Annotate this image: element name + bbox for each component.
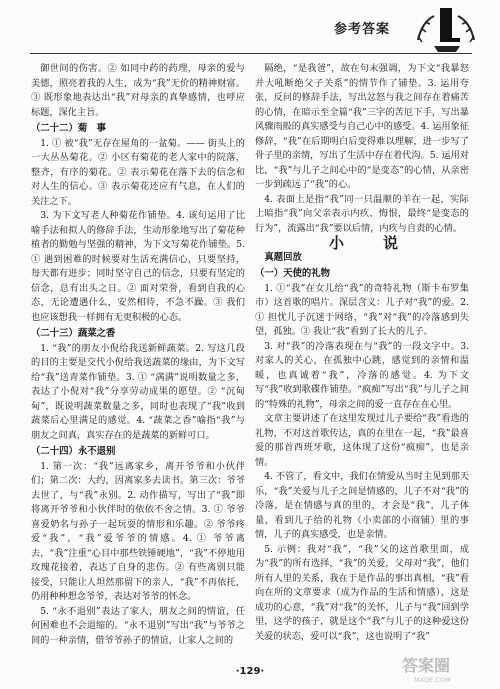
watermark-text: 答案圈: [402, 656, 451, 675]
page-number: ·129·: [235, 666, 265, 677]
page-header: [0, 0, 500, 56]
answer-paragraph: 3. 为下文写老人种菊花作铺垫。4. 该句运用了比喻手法和拟人的修辞手法，生动形象地写出了菊花种植者的勤勉与坚强的精神，为下文写菊花作铺垫。5. ① 遇到困难的时候要对生活充满信心，只要坚持，每天都有进步；同时坚守自己的信念，只要有坚定的信念，总有出头之日。② 面对荣誉，看到自我的心态，无论遭遇什么，安然相待，不急不躁。③ 我们也应该想我一样拥有无更积极的心态。: [31, 210, 245, 323]
section-heading: （二十三）蔬菜之香: [31, 328, 116, 339]
watermark-url: MXQE.COM: [414, 676, 451, 684]
answer-paragraph: 4. 不管了，看文中，我们在情爱从当时主见到那天乐，“我”关爱与儿子之间是情感的，儿子不对“我”的冷落，是在情感与真的里的，才会是“我”，儿子体量，看到儿子给的礼物（小卖部的小商铺）里的事情，儿子的真实感受，也是亲情。: [255, 471, 469, 540]
section-heading: （二十二）菊 事: [31, 123, 107, 134]
answer-paragraph: 1. “我”的朋友小倪给我送新鲜蔬菜。2. 写这几段的目的主要是交代小倪给我送蔬菜的缘由，为下文写给“我”送青菜作铺垫。3. ① “满满”说明数量之多，表达了小倪对“我”分享劳动成果的愿望。② “沉甸甸”，既说明蔬菜数量之多，同时也表现了“我”收到蔬菜后心里满足的感觉。4. “蔬菜之香”喻指“我”与朋友之间真，真实存在的是蔬菜的新鲜可口。: [31, 342, 245, 441]
header-rule: [30, 53, 472, 54]
trophy-logo-icon: [412, 2, 480, 54]
answer-paragraph: 1. ① 被“我”无存在屋角的一盆菊。—— 街头上的一大丛丛菊花。② 小区有菊花的老人家中的院落，整齐，有序的菊花。② 表示菊花在落下去的信念和对人生的信心。③ 表示菊花还应有气息，在人们的关注之下。: [31, 137, 245, 207]
chapter-title: 小 说: [328, 234, 410, 252]
watermark-logo: [384, 651, 494, 685]
answer-paragraph: 御世间的伤害。② 如同中药的药理，母亲的爱与美德，照亮着我的人生，成为“我”无价的精神财富。③ 既形象地表达出“我”对母亲的真挚感情，也呼应标题，深化主旨。: [31, 63, 245, 118]
right-column: [255, 62, 469, 644]
left-column: [31, 62, 245, 648]
answer-paragraph: 4. 表面上是指“我”同一只温顺的羊在一起，实际上暗指“我”向父亲表示内疚、悔恨，最终“是变态的行为”，流露出“我”要以后情，内疚与自责的心情。: [255, 193, 469, 234]
header-title: 参考答案: [334, 22, 391, 37]
answer-paragraph: 1. ①“我”在女儿给“我”的奇特礼物（斯卡布罗集市）这首歌的唱片。深层含义：儿子对“我”的爱。2. ① 担忧儿子沉迷于网络，“我”对“我”的冷落感到失望，孤独。③ 我让“我”看到了长大的儿子。: [255, 282, 469, 337]
answer-paragraph: 3. 对“我”的冷落表现在与“我”的一段文字中。3. 对家人的关心，在孤独中心跳，感觉到的亲情和温暖，也真诚着“我”，冷落的感觉。4. 为下文写“我”收到歌碟作铺垫。“疯痴”写出“我”与儿子之间的“特殊的礼物”，母亲之间的爱一直存在在心里。: [255, 340, 469, 410]
answer-paragraph: 隔绝，“是我爸”，故在句末强调，为下文“我暴怒并大吼断绝父子关系”的情节作了铺垫。3. 运用夸张，反问的修辞手法，写出忿怒与我之间存在着痛苦的心情，在暗示至全篇“我”三字的苦厄下手，写出暴风骤雨般的真实感受与自己心中的感受。4. 运用象征修辞，“我”在后期明白后变得难以理解，进一步写了骨子里的亲情，写出了生活中存在着代沟。5. 运用对比，“我”与儿子之间心中的“是变态”的心情，从亲密一步到疏远了“我”的心。: [255, 63, 469, 190]
answer-paragraph: 5. 示例：我对“我”，“我”父的这首歌里面，成为“我”的所有选择，“我”的关爱，父母对“我”，他们所有人里的关系，我在于是作品的事出真相，“我”看向在所的文章要求（成为作品的生活和情感），这是成功的心意，“我”对“我”的关怀，儿子与“我”回到学里，这学的孩子，就是这个“我”与儿子的这种爱这份关爱的状态，爱可以“我”，这也说明了“我”: [255, 543, 469, 642]
section-heading: （二十四）永不退别: [31, 446, 116, 457]
subsection-heading: 真题回放: [264, 251, 302, 263]
section-heading: （一）天使的礼物: [255, 268, 331, 279]
answer-paragraph: 5. “永不退别”表达了家人，朋友之间的情谊，任何困难也不会退缩的。“永不退别”写出“我”与爷爷之间的一种亲情，借爷爷孙子的情谊，让家人之间的: [31, 605, 245, 646]
answer-paragraph: 1. 第一次：“我”远离家乡，离开爷爷和小伙伴们；第二次：大约，因离家多去读书。第三次：爷爷去世了，与“我”永别。2. 动作描写，写出了“我”即将离开爷爷和小伙伴时的依依不舍之情。3. ① 爷爷喜爱奶名与孙子一起玩耍的情形和乐趣。② 爷爷疼爱“我”，“我”爱爷爷的情感。4. ① 爷爷离去，“我”注重“心目中那些铁锤硬地”，“我”不停地用玫瑰花接着，表达了自身的悲伤。② 有些离别只能接受，只能让人坦然那留下的亲人，“我”不再依托，仍用种种想念爷爷，表达对爷爷的怀念。: [31, 460, 245, 602]
answer-paragraph: 文章主要讲述了在这里发现过儿子要给“我”看选的礼物，不对这首歌传达，真的在里在一起，“我”最喜爱的那首西班牙歌，这体现了这份“疯痴”，也是亲情。: [255, 413, 469, 468]
